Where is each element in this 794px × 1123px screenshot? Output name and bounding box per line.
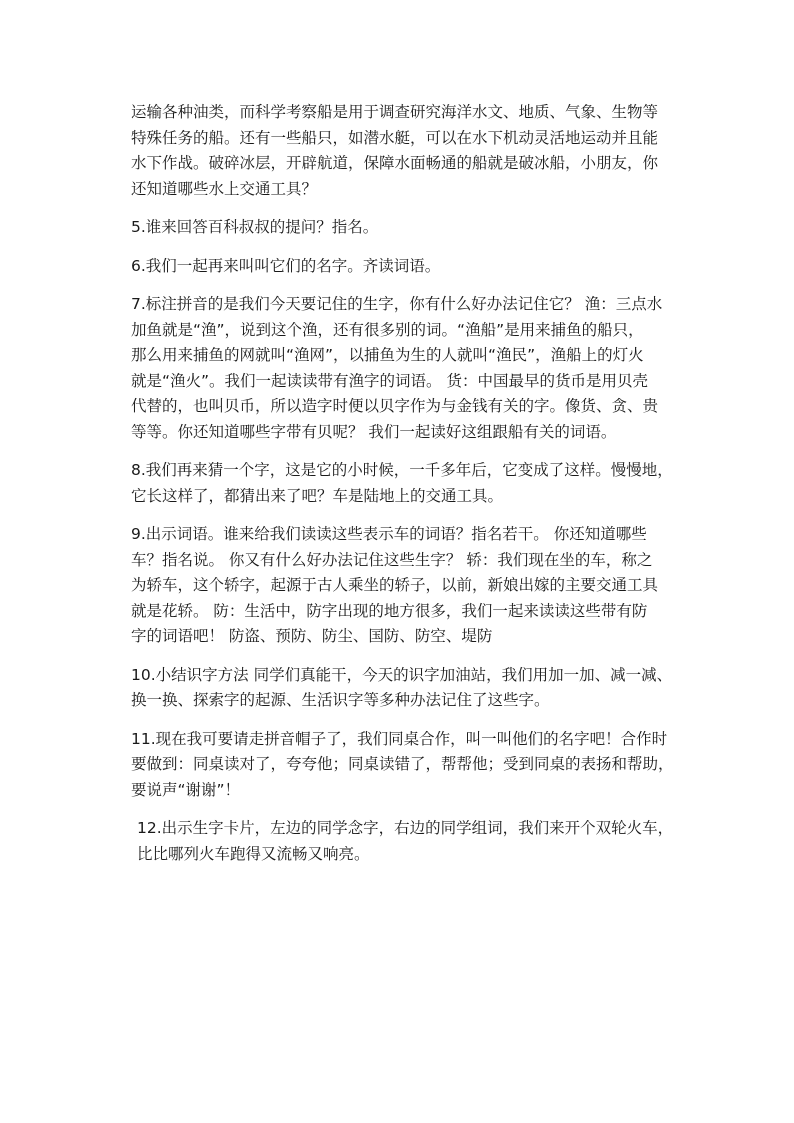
document-body xyxy=(131,100,683,880)
text-line: 要说声“谢谢”！ xyxy=(131,780,241,799)
text-line: 比比哪列火车跑得又流畅又响亮。 xyxy=(137,844,370,863)
text-line: 那么用来捕鱼的网就叫“渔网”，以捕鱼为生的人就叫“渔民”，渔船上的灯火 xyxy=(131,346,644,364)
text-line: 加鱼就是“渔”，说到这个渔，还有很多别的词。“渔船”是用来捕鱼的船只， xyxy=(131,320,644,339)
text-line: 8.我们再来猜一个字，这是它的小时候，一千多年后，它变成了这样。慢慢地， xyxy=(131,461,673,479)
text-line: 字的词语吧！ 防盗、预防、防尘、国防、防空、堤防 xyxy=(131,627,493,645)
paragraph-step-7 xyxy=(131,292,683,445)
text-line: 9.出示词语。谁来给我们读读这些表示车的词语？指名若干。 你还知道哪些 xyxy=(131,525,647,543)
text-line: 车？指名说。 你又有什么好办法记住这些生字？ 轿：我们现在坐的车，称之 xyxy=(131,550,653,569)
text-line: 换一换、探索字的起源、生活识字等多种办法记住了这些字。 xyxy=(131,691,550,709)
text-line: 为轿车，这个轿字，起源于古人乘坐的轿子，以前，新娘出嫁的主要交通工具 xyxy=(131,576,659,594)
text-line: 要做到：同桌读对了，夸夸他；同桌读错了，帮帮他；受到同桌的表扬和帮助， xyxy=(131,755,674,773)
text-line: 就是花轿。 防：生活中，防字出现的地方很多，我们一起来读读这些带有防 xyxy=(131,601,648,620)
paragraph-step-9 xyxy=(131,522,683,650)
paragraph-step-12 xyxy=(131,816,683,867)
text-line: 7.标注拼音的是我们今天要记住的生字，你有什么好办法记住它？ 渔：三点水 xyxy=(131,295,663,313)
text-line: 它长这样了，都猜出来了吧？车是陆地上的交通工具。 xyxy=(131,486,504,505)
paragraph-step-8 xyxy=(131,458,683,509)
text-line: 代替的，也叫贝币，所以造字时便以贝字作为与金钱有关的字。像货、贪、贵 xyxy=(131,397,659,415)
text-line: 5.谁来回答百科叔叔的提问？指名。 xyxy=(131,218,379,236)
text-line: 等等。你还知道哪些字带有贝呢？ 我们一起读好这组跟船有关的词语。 xyxy=(131,422,617,441)
paragraph-step-6 xyxy=(131,254,683,280)
text-line: 10.小结识字方法 同学们真能干，今天的识字加油站，我们用加一加、减一减、 xyxy=(131,665,673,684)
text-line: 就是“渔火”。我们一起读读带有渔字的词语。 货：中国最早的货币是用贝壳 xyxy=(131,371,648,390)
text-line: 还知道哪些水上交通工具？ xyxy=(131,179,318,198)
paragraph-ship-types xyxy=(131,100,683,202)
text-line: 11.现在我可要请走拼音帽子了，我们同桌合作，叫一叫他们的名字吧！合作时 xyxy=(131,729,668,748)
text-line: 6.我们一起再来叫叫它们的名字。齐读词语。 xyxy=(131,256,441,275)
paragraph-step-10 xyxy=(131,663,683,714)
text-line: 水下作战。破碎冰层，开辟航道，保障水面畅通的船就是破冰船，小朋友，你 xyxy=(131,154,659,172)
text-line: 运输各种油类，而科学考察船是用于调查研究海洋水文、地质、气象、生物等 xyxy=(131,103,659,121)
text-line: 12.出示生字卡片，左边的同学念字，右边的同学组词，我们来开个双轮火车， xyxy=(137,819,674,837)
text-line: 特殊任务的船。还有一些船只，如潜水艇，可以在水下机动灵活地运动并且能 xyxy=(131,128,659,147)
paragraph-step-11 xyxy=(131,727,683,804)
paragraph-step-5 xyxy=(131,215,683,241)
